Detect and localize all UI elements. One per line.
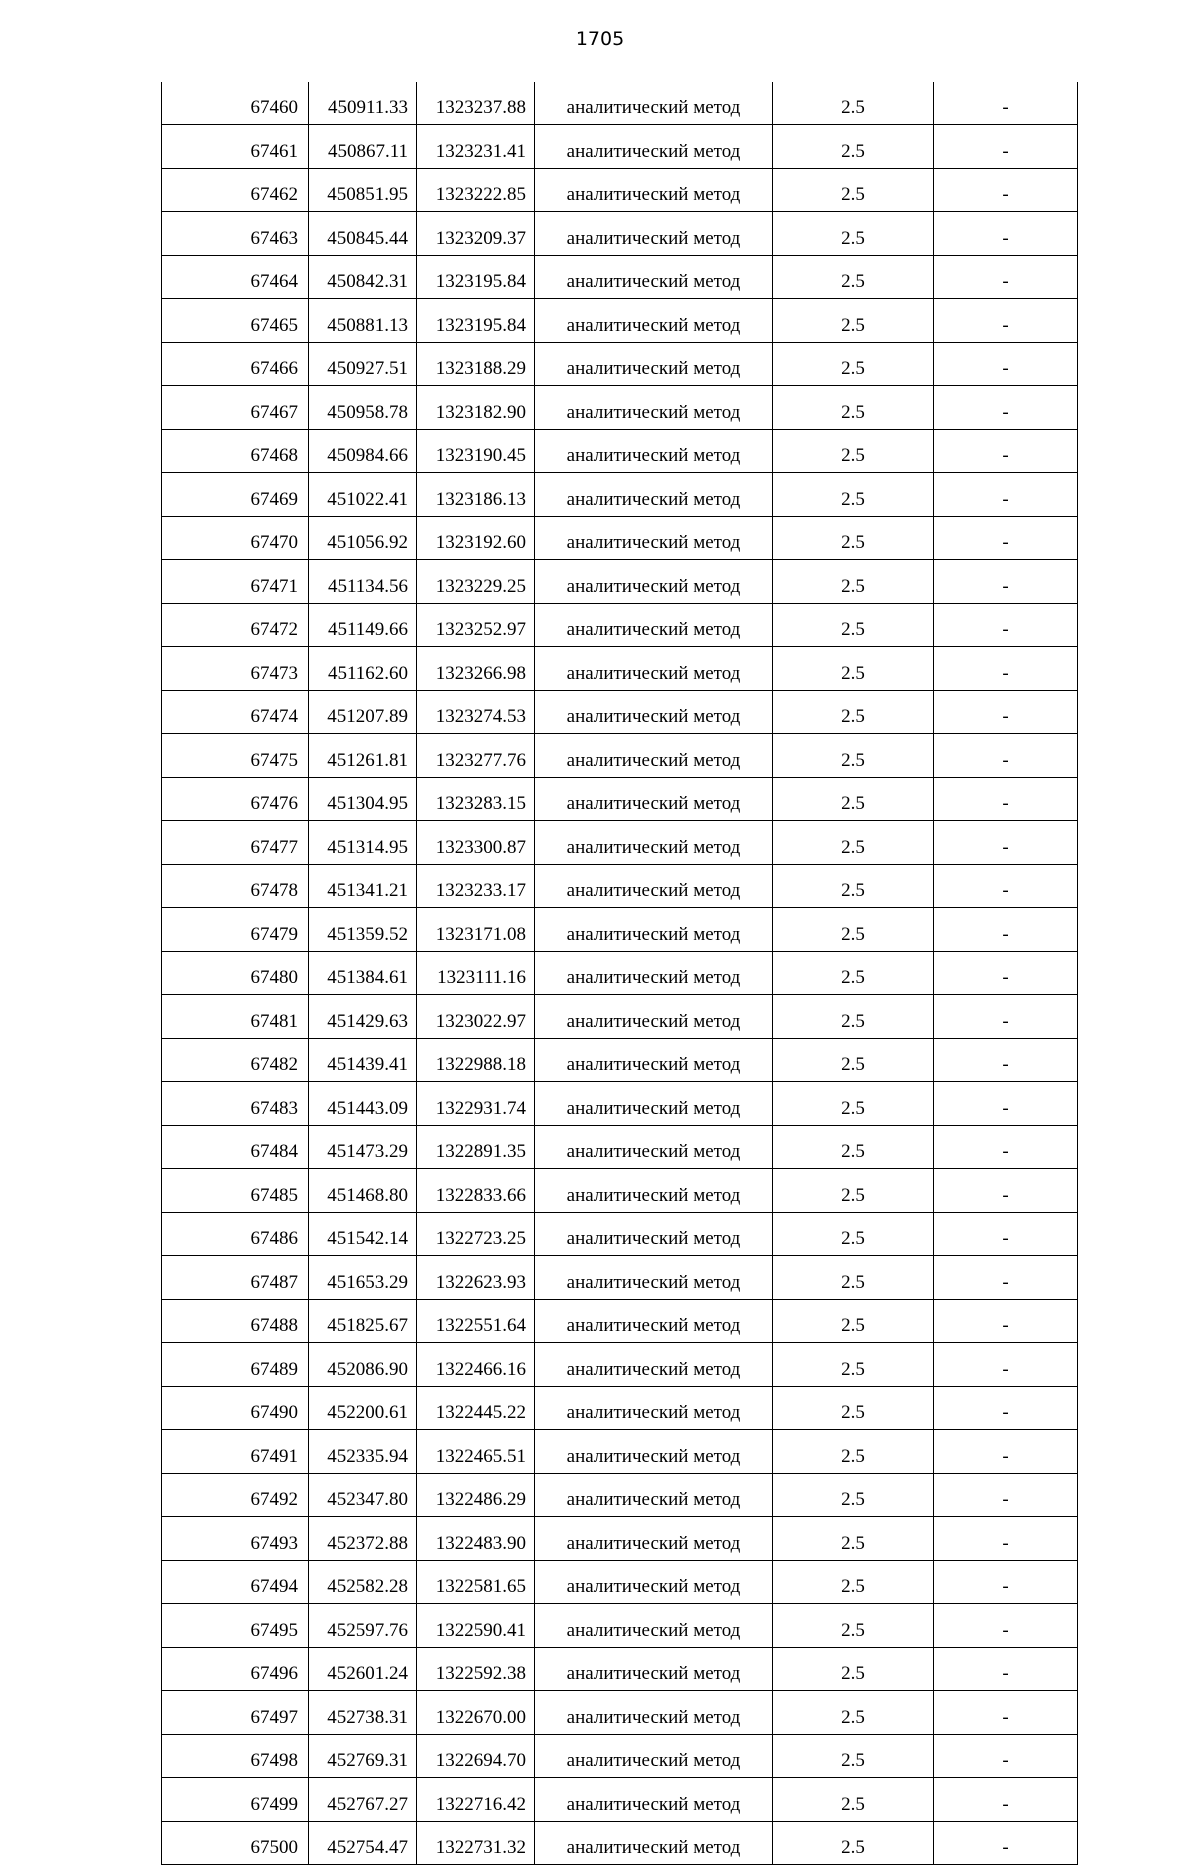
point-number-cell: 67486 — [162, 1212, 309, 1256]
y-coordinate-cell: 1323186.13 — [417, 473, 535, 517]
method-cell: аналитический метод — [535, 1169, 773, 1213]
point-number-cell: 67462 — [162, 168, 309, 212]
point-number-cell: 67492 — [162, 1473, 309, 1517]
y-coordinate-cell: 1323237.88 — [417, 82, 535, 125]
table-row — [162, 1038, 1078, 1082]
x-coordinate-cell: 451384.61 — [309, 951, 417, 995]
method-cell: аналитический метод — [535, 1604, 773, 1648]
accuracy-cell: 2.5 — [773, 1212, 934, 1256]
method-cell: аналитический метод — [535, 1647, 773, 1691]
method-cell: аналитический метод — [535, 1212, 773, 1256]
method-cell: аналитический метод — [535, 1125, 773, 1169]
note-cell: - — [934, 212, 1078, 256]
y-coordinate-cell: 1323209.37 — [417, 212, 535, 256]
accuracy-cell: 2.5 — [773, 255, 934, 299]
point-number-cell: 67478 — [162, 864, 309, 908]
note-cell: - — [934, 1038, 1078, 1082]
table-row — [162, 1082, 1078, 1126]
x-coordinate-cell: 452200.61 — [309, 1386, 417, 1430]
note-cell: - — [934, 386, 1078, 430]
method-cell: аналитический метод — [535, 1473, 773, 1517]
accuracy-cell: 2.5 — [773, 1256, 934, 1300]
note-cell: - — [934, 647, 1078, 691]
y-coordinate-cell: 1323195.84 — [417, 299, 535, 343]
method-cell: аналитический метод — [535, 1386, 773, 1430]
table-row — [162, 995, 1078, 1039]
accuracy-cell: 2.5 — [773, 342, 934, 386]
method-cell: аналитический метод — [535, 168, 773, 212]
accuracy-cell: 2.5 — [773, 1169, 934, 1213]
point-number-cell: 67471 — [162, 560, 309, 604]
table-row — [162, 1430, 1078, 1474]
point-number-cell: 67483 — [162, 1082, 309, 1126]
table-row — [162, 386, 1078, 430]
y-coordinate-cell: 1323231.41 — [417, 125, 535, 169]
x-coordinate-cell: 450911.33 — [309, 82, 417, 125]
method-cell: аналитический метод — [535, 125, 773, 169]
method-cell: аналитический метод — [535, 386, 773, 430]
x-coordinate-cell: 452738.31 — [309, 1691, 417, 1735]
y-coordinate-cell: 1323277.76 — [417, 734, 535, 778]
x-coordinate-cell: 450927.51 — [309, 342, 417, 386]
point-number-cell: 67469 — [162, 473, 309, 517]
point-number-cell: 67480 — [162, 951, 309, 995]
point-number-cell: 67496 — [162, 1647, 309, 1691]
y-coordinate-cell: 1322581.65 — [417, 1560, 535, 1604]
note-cell: - — [934, 473, 1078, 517]
point-number-cell: 67484 — [162, 1125, 309, 1169]
x-coordinate-cell: 451825.67 — [309, 1299, 417, 1343]
y-coordinate-cell: 1323111.16 — [417, 951, 535, 995]
x-coordinate-cell: 452597.76 — [309, 1604, 417, 1648]
note-cell: - — [934, 255, 1078, 299]
method-cell: аналитический метод — [535, 821, 773, 865]
note-cell: - — [934, 1386, 1078, 1430]
x-coordinate-cell: 451429.63 — [309, 995, 417, 1039]
method-cell: аналитический метод — [535, 1038, 773, 1082]
point-number-cell: 67467 — [162, 386, 309, 430]
point-number-cell: 67460 — [162, 82, 309, 125]
accuracy-cell: 2.5 — [773, 429, 934, 473]
accuracy-cell: 2.5 — [773, 777, 934, 821]
accuracy-cell: 2.5 — [773, 690, 934, 734]
y-coordinate-cell: 1323266.98 — [417, 647, 535, 691]
method-cell: аналитический метод — [535, 1560, 773, 1604]
method-cell: аналитический метод — [535, 647, 773, 691]
table-row — [162, 951, 1078, 995]
note-cell: - — [934, 995, 1078, 1039]
note-cell: - — [934, 342, 1078, 386]
note-cell: - — [934, 1604, 1078, 1648]
accuracy-cell: 2.5 — [773, 1125, 934, 1169]
y-coordinate-cell: 1322445.22 — [417, 1386, 535, 1430]
table-row — [162, 1647, 1078, 1691]
table-row — [162, 1386, 1078, 1430]
x-coordinate-cell: 450845.44 — [309, 212, 417, 256]
y-coordinate-cell: 1322716.42 — [417, 1778, 535, 1822]
method-cell: аналитический метод — [535, 1430, 773, 1474]
table-row — [162, 255, 1078, 299]
method-cell: аналитический метод — [535, 255, 773, 299]
note-cell: - — [934, 125, 1078, 169]
note-cell: - — [934, 299, 1078, 343]
point-number-cell: 67494 — [162, 1560, 309, 1604]
y-coordinate-cell: 1322466.16 — [417, 1343, 535, 1387]
method-cell: аналитический метод — [535, 908, 773, 952]
accuracy-cell: 2.5 — [773, 1691, 934, 1735]
table-row — [162, 342, 1078, 386]
note-cell: - — [934, 168, 1078, 212]
x-coordinate-cell: 452335.94 — [309, 1430, 417, 1474]
point-number-cell: 67489 — [162, 1343, 309, 1387]
accuracy-cell: 2.5 — [773, 864, 934, 908]
accuracy-cell: 2.5 — [773, 1038, 934, 1082]
accuracy-cell: 2.5 — [773, 951, 934, 995]
accuracy-cell: 2.5 — [773, 560, 934, 604]
note-cell: - — [934, 864, 1078, 908]
y-coordinate-cell: 1323171.08 — [417, 908, 535, 952]
x-coordinate-cell: 451261.81 — [309, 734, 417, 778]
point-number-cell: 67493 — [162, 1517, 309, 1561]
table-row — [162, 125, 1078, 169]
note-cell: - — [934, 516, 1078, 560]
y-coordinate-cell: 1322988.18 — [417, 1038, 535, 1082]
y-coordinate-cell: 1323022.97 — [417, 995, 535, 1039]
point-number-cell: 67495 — [162, 1604, 309, 1648]
x-coordinate-cell: 451439.41 — [309, 1038, 417, 1082]
table-row — [162, 1299, 1078, 1343]
x-coordinate-cell: 451443.09 — [309, 1082, 417, 1126]
point-number-cell: 67487 — [162, 1256, 309, 1300]
page-number: 1705 — [575, 28, 625, 50]
table-row — [162, 1125, 1078, 1169]
x-coordinate-cell: 451341.21 — [309, 864, 417, 908]
x-coordinate-cell: 450881.13 — [309, 299, 417, 343]
table-row — [162, 560, 1078, 604]
point-number-cell: 67463 — [162, 212, 309, 256]
x-coordinate-cell: 452767.27 — [309, 1778, 417, 1822]
accuracy-cell: 2.5 — [773, 1386, 934, 1430]
accuracy-cell: 2.5 — [773, 168, 934, 212]
y-coordinate-cell: 1323190.45 — [417, 429, 535, 473]
x-coordinate-cell: 451022.41 — [309, 473, 417, 517]
method-cell: аналитический метод — [535, 995, 773, 1039]
accuracy-cell: 2.5 — [773, 1517, 934, 1561]
y-coordinate-cell: 1323188.29 — [417, 342, 535, 386]
point-number-cell: 67464 — [162, 255, 309, 299]
point-number-cell: 67490 — [162, 1386, 309, 1430]
y-coordinate-cell: 1323195.84 — [417, 255, 535, 299]
point-number-cell: 67479 — [162, 908, 309, 952]
x-coordinate-cell: 450867.11 — [309, 125, 417, 169]
point-number-cell: 67488 — [162, 1299, 309, 1343]
note-cell: - — [934, 1821, 1078, 1865]
y-coordinate-cell: 1322694.70 — [417, 1734, 535, 1778]
y-coordinate-cell: 1322833.66 — [417, 1169, 535, 1213]
table-row — [162, 516, 1078, 560]
table-row — [162, 1517, 1078, 1561]
note-cell: - — [934, 1212, 1078, 1256]
note-cell: - — [934, 821, 1078, 865]
point-number-cell: 67477 — [162, 821, 309, 865]
note-cell: - — [934, 908, 1078, 952]
note-cell: - — [934, 1299, 1078, 1343]
table-row — [162, 603, 1078, 647]
table-row — [162, 1473, 1078, 1517]
accuracy-cell: 2.5 — [773, 647, 934, 691]
note-cell: - — [934, 1082, 1078, 1126]
y-coordinate-cell: 1322465.51 — [417, 1430, 535, 1474]
accuracy-cell: 2.5 — [773, 1604, 934, 1648]
point-number-cell: 67466 — [162, 342, 309, 386]
x-coordinate-cell: 450958.78 — [309, 386, 417, 430]
y-coordinate-cell: 1322723.25 — [417, 1212, 535, 1256]
method-cell: аналитический метод — [535, 1734, 773, 1778]
x-coordinate-cell: 450842.31 — [309, 255, 417, 299]
x-coordinate-cell: 451149.66 — [309, 603, 417, 647]
y-coordinate-cell: 1323192.60 — [417, 516, 535, 560]
note-cell: - — [934, 82, 1078, 125]
accuracy-cell: 2.5 — [773, 1560, 934, 1604]
table-row — [162, 473, 1078, 517]
x-coordinate-cell: 451542.14 — [309, 1212, 417, 1256]
x-coordinate-cell: 451162.60 — [309, 647, 417, 691]
note-cell: - — [934, 734, 1078, 778]
table-row — [162, 1778, 1078, 1822]
table-row — [162, 821, 1078, 865]
accuracy-cell: 2.5 — [773, 386, 934, 430]
method-cell: аналитический метод — [535, 1343, 773, 1387]
accuracy-cell: 2.5 — [773, 299, 934, 343]
table-row — [162, 1343, 1078, 1387]
method-cell: аналитический метод — [535, 1778, 773, 1822]
x-coordinate-cell: 452754.47 — [309, 1821, 417, 1865]
method-cell: аналитический метод — [535, 342, 773, 386]
accuracy-cell: 2.5 — [773, 516, 934, 560]
y-coordinate-cell: 1323229.25 — [417, 560, 535, 604]
y-coordinate-cell: 1322670.00 — [417, 1691, 535, 1735]
accuracy-cell: 2.5 — [773, 473, 934, 517]
note-cell: - — [934, 1343, 1078, 1387]
x-coordinate-cell: 451304.95 — [309, 777, 417, 821]
note-cell: - — [934, 1647, 1078, 1691]
table-row — [162, 1212, 1078, 1256]
point-number-cell: 67474 — [162, 690, 309, 734]
point-number-cell: 67482 — [162, 1038, 309, 1082]
table-row — [162, 690, 1078, 734]
note-cell: - — [934, 1473, 1078, 1517]
y-coordinate-cell: 1323283.15 — [417, 777, 535, 821]
y-coordinate-cell: 1322623.93 — [417, 1256, 535, 1300]
method-cell: аналитический метод — [535, 1821, 773, 1865]
table-row — [162, 1691, 1078, 1735]
method-cell: аналитический метод — [535, 1082, 773, 1126]
x-coordinate-cell: 452769.31 — [309, 1734, 417, 1778]
x-coordinate-cell: 452086.90 — [309, 1343, 417, 1387]
accuracy-cell: 2.5 — [773, 1430, 934, 1474]
x-coordinate-cell: 452582.28 — [309, 1560, 417, 1604]
table-row — [162, 212, 1078, 256]
note-cell: - — [934, 560, 1078, 604]
table-row — [162, 908, 1078, 952]
table-row — [162, 299, 1078, 343]
table-row — [162, 647, 1078, 691]
table-row — [162, 864, 1078, 908]
y-coordinate-cell: 1323233.17 — [417, 864, 535, 908]
x-coordinate-cell: 450851.95 — [309, 168, 417, 212]
accuracy-cell: 2.5 — [773, 734, 934, 778]
point-number-cell: 67475 — [162, 734, 309, 778]
note-cell: - — [934, 777, 1078, 821]
point-number-cell: 67499 — [162, 1778, 309, 1822]
y-coordinate-cell: 1322486.29 — [417, 1473, 535, 1517]
accuracy-cell: 2.5 — [773, 82, 934, 125]
point-number-cell: 67461 — [162, 125, 309, 169]
x-coordinate-cell: 452601.24 — [309, 1647, 417, 1691]
note-cell: - — [934, 1256, 1078, 1300]
table-row — [162, 1734, 1078, 1778]
method-cell: аналитический метод — [535, 1691, 773, 1735]
method-cell: аналитический метод — [535, 473, 773, 517]
table-row — [162, 1821, 1078, 1865]
x-coordinate-cell: 451207.89 — [309, 690, 417, 734]
method-cell: аналитический метод — [535, 299, 773, 343]
method-cell: аналитический метод — [535, 864, 773, 908]
method-cell: аналитический метод — [535, 560, 773, 604]
accuracy-cell: 2.5 — [773, 1343, 934, 1387]
note-cell: - — [934, 1430, 1078, 1474]
table-row — [162, 1604, 1078, 1648]
y-coordinate-cell: 1323252.97 — [417, 603, 535, 647]
y-coordinate-cell: 1322483.90 — [417, 1517, 535, 1561]
method-cell: аналитический метод — [535, 429, 773, 473]
x-coordinate-cell: 451468.80 — [309, 1169, 417, 1213]
note-cell: - — [934, 603, 1078, 647]
method-cell: аналитический метод — [535, 777, 773, 821]
point-number-cell: 67500 — [162, 1821, 309, 1865]
point-number-cell: 67473 — [162, 647, 309, 691]
method-cell: аналитический метод — [535, 1299, 773, 1343]
method-cell: аналитический метод — [535, 734, 773, 778]
x-coordinate-cell: 451653.29 — [309, 1256, 417, 1300]
table-row — [162, 168, 1078, 212]
x-coordinate-cell: 450984.66 — [309, 429, 417, 473]
y-coordinate-cell: 1322931.74 — [417, 1082, 535, 1126]
table-row — [162, 1256, 1078, 1300]
y-coordinate-cell: 1322551.64 — [417, 1299, 535, 1343]
accuracy-cell: 2.5 — [773, 995, 934, 1039]
accuracy-cell: 2.5 — [773, 125, 934, 169]
point-number-cell: 67472 — [162, 603, 309, 647]
y-coordinate-cell: 1323274.53 — [417, 690, 535, 734]
note-cell: - — [934, 1734, 1078, 1778]
accuracy-cell: 2.5 — [773, 821, 934, 865]
method-cell: аналитический метод — [535, 516, 773, 560]
accuracy-cell: 2.5 — [773, 1778, 934, 1822]
note-cell: - — [934, 951, 1078, 995]
table-row — [162, 82, 1078, 125]
y-coordinate-cell: 1322590.41 — [417, 1604, 535, 1648]
y-coordinate-cell: 1323222.85 — [417, 168, 535, 212]
table-row — [162, 1560, 1078, 1604]
accuracy-cell: 2.5 — [773, 1473, 934, 1517]
x-coordinate-cell: 452372.88 — [309, 1517, 417, 1561]
accuracy-cell: 2.5 — [773, 603, 934, 647]
accuracy-cell: 2.5 — [773, 1734, 934, 1778]
note-cell: - — [934, 1560, 1078, 1604]
method-cell: аналитический метод — [535, 690, 773, 734]
accuracy-cell: 2.5 — [773, 1647, 934, 1691]
note-cell: - — [934, 1125, 1078, 1169]
point-number-cell: 67485 — [162, 1169, 309, 1213]
method-cell: аналитический метод — [535, 951, 773, 995]
y-coordinate-cell: 1322891.35 — [417, 1125, 535, 1169]
note-cell: - — [934, 1778, 1078, 1822]
coordinates-table — [161, 82, 1078, 1865]
note-cell: - — [934, 690, 1078, 734]
x-coordinate-cell: 451314.95 — [309, 821, 417, 865]
x-coordinate-cell: 451134.56 — [309, 560, 417, 604]
point-number-cell: 67481 — [162, 995, 309, 1039]
table-row — [162, 1169, 1078, 1213]
point-number-cell: 67465 — [162, 299, 309, 343]
y-coordinate-cell: 1323182.90 — [417, 386, 535, 430]
y-coordinate-cell: 1322592.38 — [417, 1647, 535, 1691]
x-coordinate-cell: 451473.29 — [309, 1125, 417, 1169]
method-cell: аналитический метод — [535, 82, 773, 125]
table-row — [162, 429, 1078, 473]
note-cell: - — [934, 1517, 1078, 1561]
accuracy-cell: 2.5 — [773, 212, 934, 256]
accuracy-cell: 2.5 — [773, 1821, 934, 1865]
point-number-cell: 67497 — [162, 1691, 309, 1735]
accuracy-cell: 2.5 — [773, 1299, 934, 1343]
method-cell: аналитический метод — [535, 1517, 773, 1561]
point-number-cell: 67491 — [162, 1430, 309, 1474]
point-number-cell: 67498 — [162, 1734, 309, 1778]
table-row — [162, 777, 1078, 821]
note-cell: - — [934, 1169, 1078, 1213]
method-cell: аналитический метод — [535, 1256, 773, 1300]
y-coordinate-cell: 1323300.87 — [417, 821, 535, 865]
coordinates-table-body — [162, 82, 1078, 1865]
table-row — [162, 734, 1078, 778]
accuracy-cell: 2.5 — [773, 1082, 934, 1126]
accuracy-cell: 2.5 — [773, 908, 934, 952]
y-coordinate-cell: 1322731.32 — [417, 1821, 535, 1865]
point-number-cell: 67470 — [162, 516, 309, 560]
note-cell: - — [934, 1691, 1078, 1735]
x-coordinate-cell: 451056.92 — [309, 516, 417, 560]
x-coordinate-cell: 452347.80 — [309, 1473, 417, 1517]
method-cell: аналитический метод — [535, 603, 773, 647]
point-number-cell: 67476 — [162, 777, 309, 821]
note-cell: - — [934, 429, 1078, 473]
method-cell: аналитический метод — [535, 212, 773, 256]
x-coordinate-cell: 451359.52 — [309, 908, 417, 952]
point-number-cell: 67468 — [162, 429, 309, 473]
